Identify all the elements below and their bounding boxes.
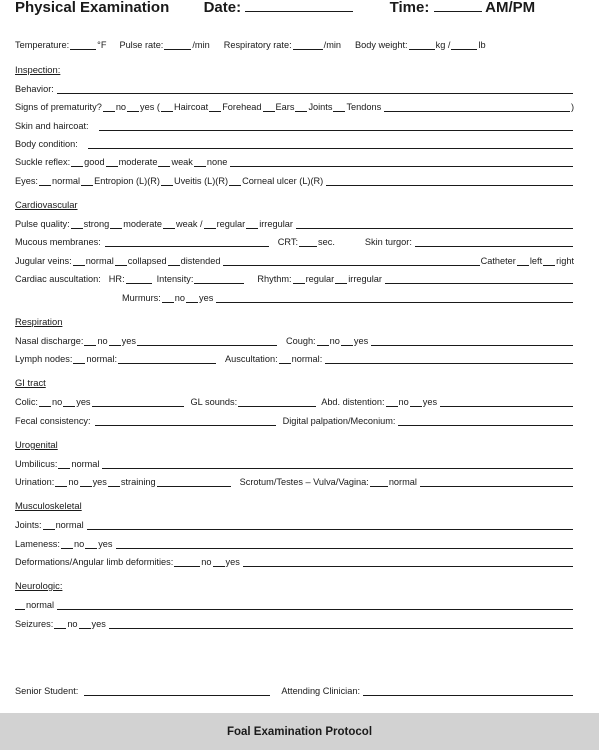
skin-row — [15, 119, 574, 132]
nasal-no-blank[interactable] — [84, 336, 96, 346]
pulse-rate-unit: /min — [192, 40, 210, 50]
prematurity-no-blank[interactable] — [103, 102, 115, 112]
auscultation-normal-option: normal: — [291, 354, 323, 364]
rhythm-irregular-blank[interactable] — [335, 274, 347, 284]
footer-title: Foal Examination Protocol — [226, 725, 373, 738]
haircoat-blank[interactable] — [161, 102, 173, 112]
auscultation-notes-field[interactable] — [325, 354, 573, 364]
hr-label: HR: — [108, 274, 125, 284]
pq-moderate-blank[interactable] — [110, 219, 122, 229]
none-blank[interactable] — [194, 157, 206, 167]
skin-turgor-field[interactable] — [415, 237, 573, 247]
jugular-notes-field[interactable] — [223, 256, 479, 266]
urination-yes-blank[interactable] — [80, 477, 92, 487]
lameness-notes-field[interactable] — [116, 539, 574, 549]
nasal-label: Nasal discharge: — [15, 336, 84, 346]
suckle-label: Suckle reflex: — [15, 157, 71, 167]
rhythm-irregular-option: irregular — [348, 274, 382, 284]
good-blank[interactable] — [71, 157, 83, 167]
umbilicus-row — [15, 457, 574, 470]
uveitis-option: Uveitis (L)(R) — [173, 176, 229, 186]
body-condition-field[interactable] — [88, 139, 573, 149]
rhythm-regular-blank[interactable] — [293, 274, 305, 284]
mucous-label: Mucous membranes: — [15, 237, 101, 247]
crt-label: CRT: — [277, 237, 299, 247]
senior-student-label: Senior Student: — [15, 686, 79, 696]
intensity-label: Intensity: — [156, 274, 194, 284]
cough-label: Cough: — [285, 336, 316, 346]
catheter-right-option: right — [556, 256, 574, 266]
tendons-option: Tendons — [346, 102, 382, 112]
lymph-normal-blank[interactable] — [73, 354, 85, 364]
ears-blank[interactable] — [263, 102, 275, 112]
distended-blank[interactable] — [168, 256, 180, 266]
body-weight-label: Body weight: — [355, 40, 408, 50]
urination-yes-option: yes — [92, 477, 107, 487]
joints-label: Joints: — [15, 520, 42, 530]
lymph-label: Lymph nodes: — [15, 354, 73, 364]
neuro-normal-row — [15, 598, 574, 611]
senior-student-field[interactable] — [84, 686, 270, 696]
nasal-notes-field[interactable] — [137, 336, 277, 346]
prematurity-yes: yes ( — [140, 102, 160, 112]
seizures-yes-option: yes — [91, 619, 106, 629]
pq-regular-option: regular — [216, 219, 246, 229]
jv-normal-option: normal — [85, 256, 114, 266]
digital-palpation-label: Digital palpation/Meconium: — [282, 416, 396, 426]
lameness-no-option: no — [73, 539, 85, 549]
weak-blank[interactable] — [158, 157, 170, 167]
pq-regular-blank[interactable] — [204, 219, 216, 229]
jv-normal-blank[interactable] — [73, 256, 85, 266]
crt-unit: sec. — [318, 237, 335, 247]
none-option: none — [206, 157, 228, 167]
murmurs-row — [122, 291, 574, 304]
seizures-no-option: no — [67, 619, 78, 629]
deformations-yes-option: yes — [225, 557, 240, 567]
nasal-yes-blank[interactable] — [109, 336, 121, 346]
jugular-label: Jugular veins: — [15, 256, 72, 266]
scrotum-normal-blank[interactable] — [370, 477, 388, 487]
fecal-field[interactable] — [95, 416, 276, 426]
moderate-option: moderate — [118, 157, 158, 167]
scrotum-notes-field[interactable] — [420, 477, 573, 487]
prematurity-notes-field[interactable] — [384, 102, 570, 112]
ears-option: Ears — [275, 102, 295, 112]
weight-kg-field[interactable] — [409, 40, 435, 50]
jugular-row — [15, 254, 574, 267]
prematurity-label: Signs of prematurity? — [15, 102, 102, 112]
temperature-unit: °F — [97, 40, 107, 50]
urination-label: Urination: — [15, 477, 55, 487]
eyes-row — [15, 174, 574, 187]
murmurs-yes-blank[interactable] — [186, 293, 198, 303]
weak-option: weak — [171, 157, 193, 167]
seizures-yes-blank[interactable] — [79, 619, 91, 629]
respiratory-rate-field[interactable] — [293, 40, 323, 50]
urogenital-heading: Urogenital — [15, 439, 58, 450]
joints-option: Joints — [308, 102, 333, 112]
mucous-row — [15, 235, 574, 248]
rhythm-label: Rhythm: — [257, 274, 292, 284]
time-label: Time: — [389, 0, 430, 16]
entropion-option: Entropion (L)(R) — [94, 176, 160, 186]
forehead-blank[interactable] — [209, 102, 221, 112]
murmurs-no-option: no — [174, 293, 186, 303]
collapsed-blank[interactable] — [115, 256, 127, 266]
eyes-normal-blank[interactable] — [39, 176, 51, 186]
pulse-quality-row — [15, 217, 574, 230]
forehead-option: Forehead — [222, 102, 262, 112]
pq-weak-option: weak / — [176, 219, 203, 229]
respiratory-rate-label: Respiratory rate: — [223, 40, 292, 50]
form-header — [15, 0, 535, 16]
attending-clinician-field[interactable] — [363, 686, 573, 696]
joints-normal-option: normal — [55, 520, 84, 530]
urination-notes-field[interactable] — [157, 477, 231, 487]
pulse-rate-label: Pulse rate: — [119, 40, 164, 50]
temperature-field[interactable] — [70, 40, 96, 50]
deformations-yes-blank[interactable] — [213, 557, 225, 567]
deformations-label: Deformations/Angular limb deformities: — [15, 557, 174, 567]
murmurs-yes-option: yes — [199, 293, 214, 303]
skin-turgor-label: Skin turgor: — [364, 237, 412, 247]
uveitis-blank[interactable] — [161, 176, 173, 186]
footer-banner — [0, 713, 599, 750]
cardiovascular-heading: Cardiovascular — [15, 199, 78, 210]
abd-yes-option: yes — [422, 397, 438, 407]
joints-normal-blank[interactable] — [43, 520, 55, 530]
catheter-left-option: left — [529, 256, 543, 266]
seizures-row — [15, 617, 574, 630]
deformations-no-option: no — [201, 557, 212, 567]
corneal-blank[interactable] — [229, 176, 241, 186]
behavior-label: Behavior: — [15, 84, 54, 94]
colic-notes-field[interactable] — [92, 397, 184, 407]
cough-notes-field[interactable] — [371, 336, 573, 346]
pulse-quality-notes-field[interactable] — [296, 219, 573, 229]
pq-moderate-option: moderate — [123, 219, 163, 229]
scrotum-normal-option: normal — [388, 477, 417, 487]
body-condition-label: Body condition: — [15, 139, 78, 149]
behavior-row — [15, 82, 574, 95]
strong-option: strong — [83, 219, 110, 229]
umbilicus-label: Umbilicus: — [15, 459, 58, 469]
vitals-row — [15, 38, 574, 51]
respiratory-rate-unit: /min — [323, 40, 341, 50]
urination-no-blank[interactable] — [55, 477, 67, 487]
colic-no-option: no — [51, 397, 63, 407]
cough-no-option: no — [329, 336, 340, 346]
colic-no-blank[interactable] — [39, 397, 51, 407]
colic-row — [15, 395, 574, 408]
pulse-rate-field[interactable] — [164, 40, 191, 50]
catheter-left-blank[interactable] — [517, 256, 529, 266]
urination-row — [15, 475, 574, 488]
prematurity-yes-blank[interactable] — [127, 102, 139, 112]
urination-no-option: no — [68, 477, 79, 487]
haircoat-option: Haircoat — [173, 102, 209, 112]
gl-sounds-field[interactable] — [238, 397, 316, 407]
joints-row — [15, 518, 574, 531]
pq-irregular-blank[interactable] — [246, 219, 258, 229]
close-paren: ) — [570, 102, 574, 112]
neurologic-heading: Neurologic: — [15, 580, 63, 591]
lameness-label: Lameness: — [15, 539, 60, 549]
good-option: good — [84, 157, 105, 167]
lameness-no-blank[interactable] — [61, 539, 73, 549]
seizures-no-blank[interactable] — [54, 619, 66, 629]
umbilicus-notes-field[interactable] — [102, 459, 573, 469]
ampm-label: AM/PM — [485, 0, 536, 16]
umbilicus-normal-blank[interactable] — [58, 459, 70, 469]
rhythm-regular-option: regular — [305, 274, 335, 284]
neuro-notes-field[interactable] — [57, 600, 573, 610]
strong-blank[interactable] — [71, 219, 83, 229]
eyes-notes-field[interactable] — [326, 176, 573, 186]
body-condition-row — [15, 137, 574, 150]
joints-notes-field[interactable] — [87, 520, 573, 530]
mucous-field[interactable] — [105, 237, 269, 247]
nasal-row — [15, 334, 574, 347]
nasal-no-option: no — [97, 336, 108, 346]
abd-no-option: no — [398, 397, 409, 407]
abd-no-blank[interactable] — [386, 397, 398, 407]
cough-yes-option: yes — [353, 336, 369, 346]
behavior-field[interactable] — [57, 84, 573, 94]
respiration-heading: Respiration — [15, 316, 63, 327]
abd-notes-field[interactable] — [440, 397, 573, 407]
lb-unit: lb — [478, 40, 486, 50]
cardiac-auscultation-label: Cardiac auscultation: — [15, 274, 101, 284]
attending-clinician-label: Attending Clinician: — [281, 686, 360, 696]
intensity-field[interactable] — [194, 274, 244, 284]
suckle-notes-field[interactable] — [230, 157, 573, 167]
seizures-label: Seizures: — [15, 619, 54, 629]
crt-field[interactable] — [299, 237, 317, 247]
inspection-heading: Inspection: — [15, 64, 61, 75]
kg-unit: kg / — [435, 40, 451, 50]
neuro-normal-blank[interactable] — [15, 600, 25, 610]
cardiac-auscultation-row — [15, 272, 574, 285]
colic-yes-option: yes — [76, 397, 91, 407]
digital-palpation-field[interactable] — [398, 416, 573, 426]
lymph-notes-field[interactable] — [118, 354, 216, 364]
auscultation-label: Auscultation: — [225, 354, 278, 364]
distended-option: distended — [180, 256, 221, 266]
catheter-label: Catheter — [480, 256, 516, 266]
pq-irregular-option: irregular — [259, 219, 293, 229]
pulse-quality-label: Pulse quality: — [15, 219, 70, 229]
umbilicus-normal-option: normal — [71, 459, 100, 469]
straining-option: straining — [120, 477, 156, 487]
abd-yes-blank[interactable] — [410, 397, 422, 407]
skin-field[interactable] — [99, 121, 573, 131]
seizures-notes-field[interactable] — [109, 619, 573, 629]
cough-no-blank[interactable] — [317, 336, 329, 346]
musculoskeletal-heading: Musculoskeletal — [15, 500, 82, 511]
signature-row — [15, 684, 574, 697]
abd-distention-label: Abd. distention: — [321, 397, 385, 407]
lameness-row — [15, 537, 574, 550]
time-field[interactable] — [434, 0, 482, 12]
gi-heading: GI tract — [15, 377, 46, 388]
straining-blank[interactable] — [108, 477, 120, 487]
prematurity-row — [15, 100, 574, 113]
gl-sounds-label: GL sounds: — [190, 397, 238, 407]
colic-label: Colic: — [15, 397, 38, 407]
collapsed-option: collapsed — [127, 256, 167, 266]
fecal-label: Fecal consistency: — [15, 416, 91, 426]
murmurs-label: Murmurs: — [122, 293, 161, 303]
tendons-blank[interactable] — [333, 102, 345, 112]
deformations-row — [15, 555, 574, 568]
deformations-notes-field[interactable] — [243, 557, 573, 567]
deformations-no-blank[interactable] — [174, 557, 200, 567]
murmurs-no-blank[interactable] — [162, 293, 174, 303]
date-field[interactable] — [245, 0, 353, 12]
prematurity-no: no — [115, 102, 127, 112]
lymph-normal-option: normal: — [86, 354, 118, 364]
murmurs-notes-field[interactable] — [216, 293, 573, 303]
date-label: Date: — [203, 0, 242, 16]
eyes-label: Eyes: — [15, 176, 38, 186]
hr-field[interactable] — [126, 274, 152, 284]
cough-yes-blank[interactable] — [341, 336, 353, 346]
eyes-normal-option: normal — [51, 176, 81, 186]
entropion-blank[interactable] — [81, 176, 93, 186]
temperature-label: Temperature: — [15, 40, 70, 50]
joints-blank[interactable] — [295, 102, 307, 112]
auscultation-normal-blank[interactable] — [279, 354, 291, 364]
suckle-row — [15, 155, 574, 168]
fecal-row — [15, 414, 574, 427]
lameness-yes-option: yes — [98, 539, 113, 549]
catheter-right-blank[interactable] — [543, 256, 555, 266]
corneal-option: Corneal ulcer (L)(R) — [242, 176, 324, 186]
lameness-yes-blank[interactable] — [85, 539, 97, 549]
nasal-yes-option: yes — [121, 336, 136, 346]
rhythm-notes-field[interactable] — [385, 274, 573, 284]
neuro-normal-option: normal — [26, 600, 55, 610]
moderate-blank[interactable] — [106, 157, 118, 167]
weight-lb-field[interactable] — [451, 40, 477, 50]
skin-label: Skin and haircoat: — [15, 121, 89, 131]
lymph-row — [15, 352, 574, 365]
page-title: Physical Examination — [15, 0, 170, 16]
colic-yes-blank[interactable] — [63, 397, 75, 407]
pq-weak-blank[interactable] — [163, 219, 175, 229]
scrotum-label: Scrotum/Testes – Vulva/Vagina: — [239, 477, 369, 487]
